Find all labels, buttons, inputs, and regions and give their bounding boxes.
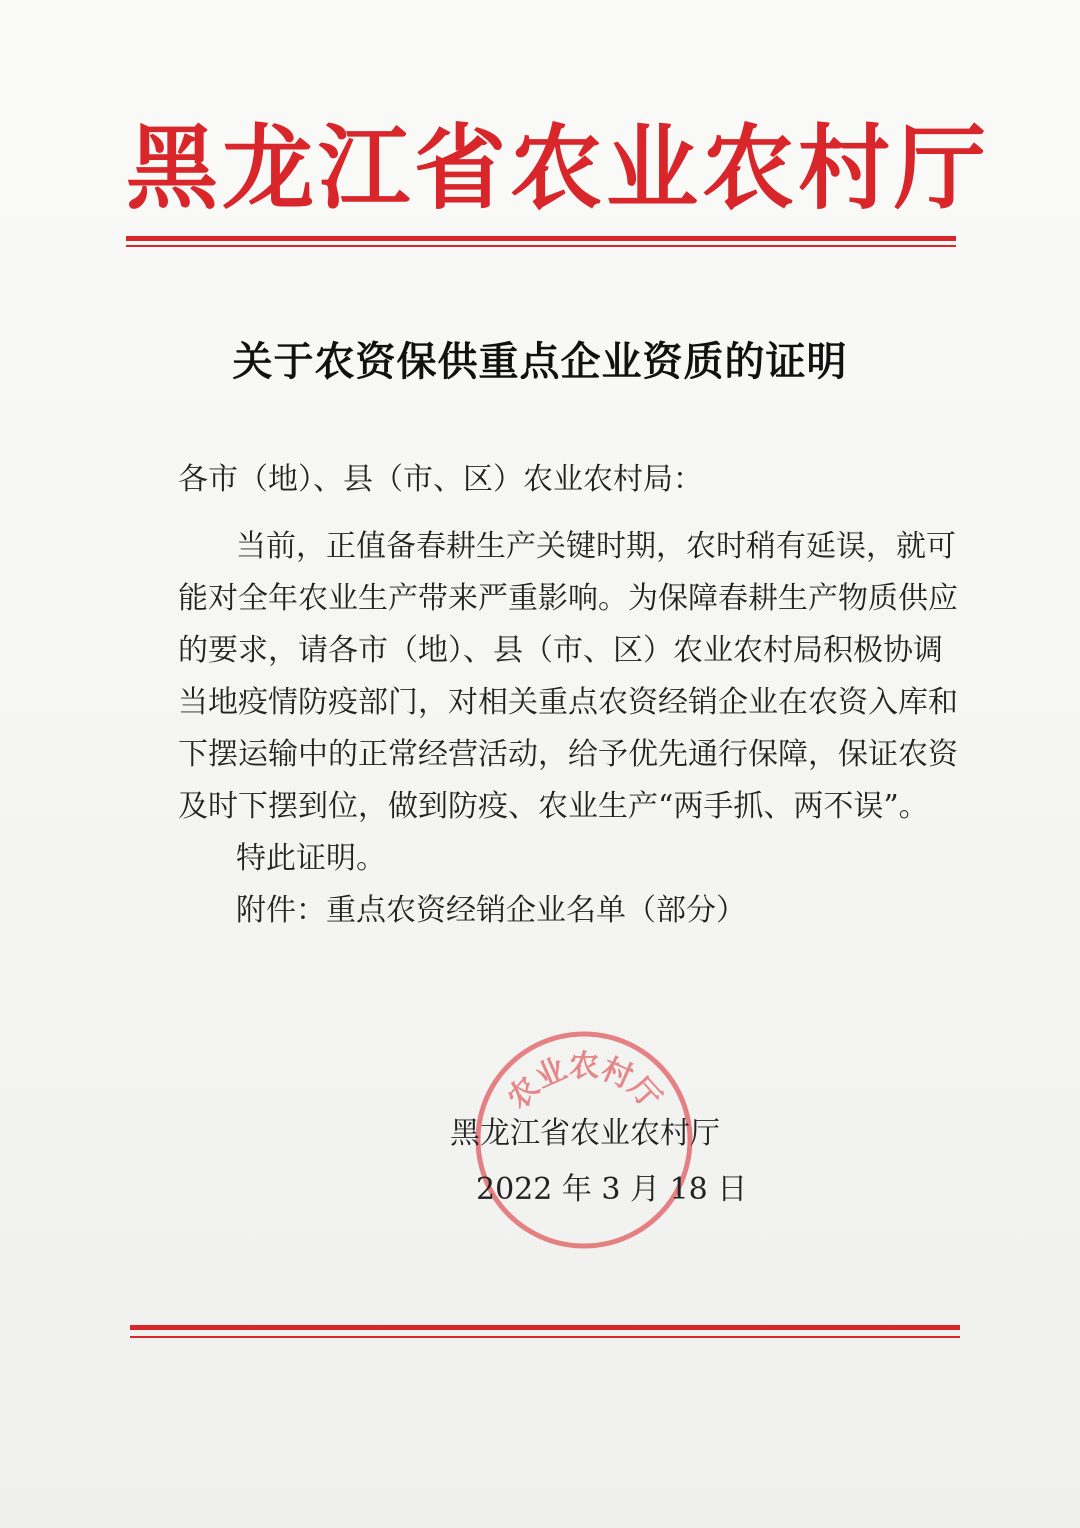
paragraph-line: 的要求，请各市（地）、县（市、区）农业农村局积极协调 [178,633,943,668]
salutation: 各市（地）、县（市、区）农业农村局： [178,462,703,497]
paragraph-line: 下摆运输中的正常经营活动，给予优先通行保障，保证农资 [178,737,958,772]
letterhead-rule-thick [126,236,956,241]
paragraph-line: 当前，正值备春耕生产关键时期，农时稍有延误，就可 [236,529,956,564]
paragraph-line: 及时下摆到位，做到防疫、农业生产“两手抓、两不误”。 [178,789,929,824]
letterhead-org-name: 黑龙江省农业农村厅 [126,114,991,222]
footer-rule-thin [130,1336,960,1338]
signature-organization: 黑龙江省农业农村厅 [450,1116,720,1151]
closing-statement: 特此证明。 [236,841,386,876]
letterhead-rule-thin [126,245,956,247]
svg-text:农业农村厅 [501,1049,668,1116]
document-title: 关于农资保供重点企业资质的证明 [232,339,848,385]
footer-rule-thick [130,1325,960,1330]
seal-text: 农业农村厅 [500,1049,668,1117]
paragraph-line: 当地疫情防疫部门，对相关重点农资经销企业在农资入库和 [178,685,958,720]
paragraph-line: 能对全年农业生产带来严重影响。为保障春耕生产物质供应 [178,581,958,616]
attachment-note: 附件：重点农资经销企业名单（部分） [236,893,746,928]
signature-date: 2022 年 3 月 18 日 [476,1172,748,1207]
